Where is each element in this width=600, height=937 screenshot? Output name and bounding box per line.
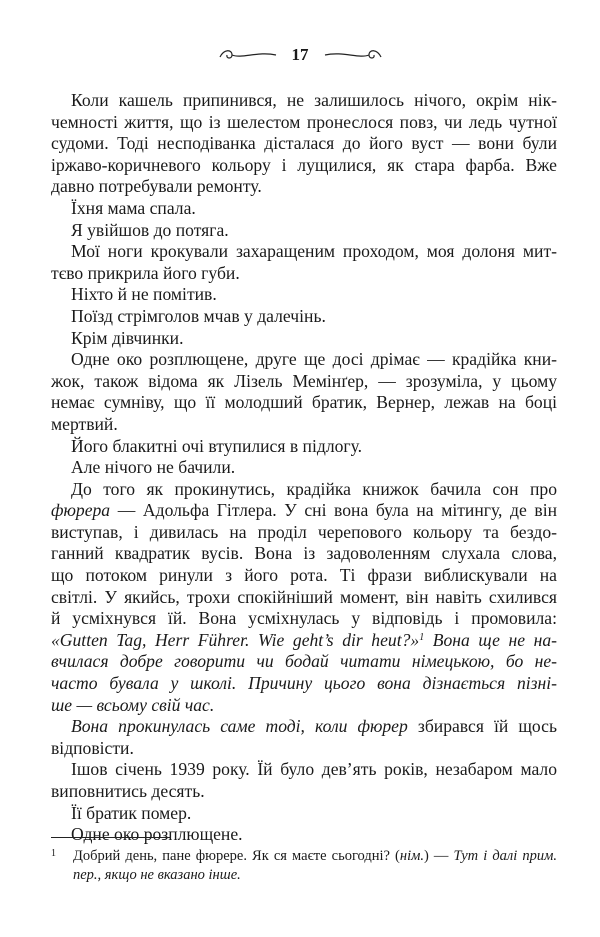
paragraph bbox=[51, 220, 557, 242]
text-line: Поїзд стрімголов мчав у далечінь. bbox=[71, 305, 326, 326]
footnote-number: 1 bbox=[51, 848, 56, 859]
page-number: 17 bbox=[291, 45, 309, 64]
footnote-text: Добрий день, пане фюрере. Як ся маєте сьогодні? (нім.) — Тут і далі прим. пер., якщо не вказано інше. bbox=[73, 848, 557, 883]
text-line: вчилася добре говорити чи бодай читати німецькою, бо не- bbox=[51, 651, 557, 672]
text-line: Вона прокинулась саме тоді, коли фюрер збирався їй щось bbox=[71, 716, 557, 737]
paragraph bbox=[51, 824, 557, 846]
text-line: немає сумніву, що її молодший братик, Вернер, лежав на боці bbox=[51, 392, 557, 413]
text-line: жок, також відома як Лізель Мемінґер, — зрозуміла, у цьому bbox=[51, 370, 557, 391]
text-line: До того як прокинутись, крадійка книжок бачила сон про bbox=[71, 478, 557, 499]
paragraph-dream bbox=[51, 479, 557, 717]
text-line: Коли кашель припинився, не залишилось нічого, окрім нік- bbox=[71, 90, 557, 110]
text-line: що потоком ринули з його рота. Ті фрази виблискували на bbox=[51, 565, 557, 586]
left-ornament-icon bbox=[218, 45, 278, 65]
footnote bbox=[51, 847, 557, 885]
text-line: судоми. Тоді несподіванка дісталася до його вуст — вони були bbox=[51, 133, 557, 154]
text-line: Ніхто й не помітив. bbox=[71, 284, 217, 305]
text-line: Одне око розплющене, друге ще досі дрімає — крадійка кни- bbox=[71, 349, 557, 370]
paragraph bbox=[51, 241, 557, 284]
text-line: світлі. У якийсь, трохи спокійніший момент, він навіть схилився bbox=[51, 586, 557, 607]
text-line: виступав, і дивилась на проділ черепового кольору та бездо- bbox=[51, 521, 557, 542]
text-line: давно потребували ремонту. bbox=[51, 176, 262, 197]
paragraph bbox=[51, 284, 557, 306]
paragraph bbox=[51, 759, 557, 802]
paragraph-woke bbox=[51, 716, 557, 759]
footnote-divider bbox=[51, 837, 171, 838]
text-line: мертвий. bbox=[51, 413, 118, 434]
text-line: Одне око розплющене. bbox=[71, 824, 243, 845]
text-line: й усміхнувся їй. Вона усміхнулась у відповідь і промовила: bbox=[51, 608, 557, 629]
right-ornament-icon bbox=[323, 45, 383, 65]
text-line: тєво прикрила його губи. bbox=[51, 262, 240, 283]
text-line: ше — всьому свій час. bbox=[51, 694, 215, 715]
text-line: Крім дівчинки. bbox=[71, 327, 184, 348]
footnote-ref: 1 bbox=[419, 631, 425, 643]
paragraph bbox=[51, 306, 557, 328]
text-line: Його блакитні очі втупилися в підлогу. bbox=[71, 435, 363, 456]
text-line: Але нічого не бачили. bbox=[71, 457, 236, 478]
text-line: часто бувала у школі. Причину цього вона дізнається пізні- bbox=[51, 673, 557, 694]
paragraph bbox=[51, 90, 557, 198]
paragraph bbox=[51, 198, 557, 220]
text-line: «Gutten Tag, Herr Führer. Wie geht’s dir heut?»$^1$ Вона ще не на- bbox=[51, 629, 557, 650]
text-line: ганний квадратик вусів. Вона із задоволенням слухала слова, bbox=[51, 543, 557, 564]
text-line: Їхня мама спала. bbox=[71, 197, 196, 218]
paragraph bbox=[51, 349, 557, 435]
text-line: Ішов січень 1939 року. Їй було дев’ять років, незабаром мало bbox=[71, 759, 557, 780]
paragraph bbox=[51, 803, 557, 825]
text-line: Її братик помер. bbox=[71, 802, 192, 823]
text-line: чемності життя, що із шелестом пронеслося повз, чи ледь чутної bbox=[51, 111, 557, 132]
text-line: іржаво-коричневого кольору і лущилися, як стара фарба. Вже bbox=[51, 154, 557, 175]
paragraph bbox=[51, 457, 557, 479]
text-line: Мої ноги крокували захаращеним проходом, моя долоня мит- bbox=[71, 241, 557, 262]
body-text bbox=[51, 90, 557, 846]
text-line: відповісти. bbox=[51, 737, 134, 758]
text-line: Я увійшов до потяга. bbox=[71, 219, 229, 240]
text-line: фюрера — Адольфа Гітлера. У сні вона була на мітингу, де він bbox=[51, 500, 557, 521]
paragraph bbox=[51, 328, 557, 350]
page-header bbox=[0, 38, 600, 72]
paragraph bbox=[51, 436, 557, 458]
text-line: виповнитись десять. bbox=[51, 781, 205, 801]
